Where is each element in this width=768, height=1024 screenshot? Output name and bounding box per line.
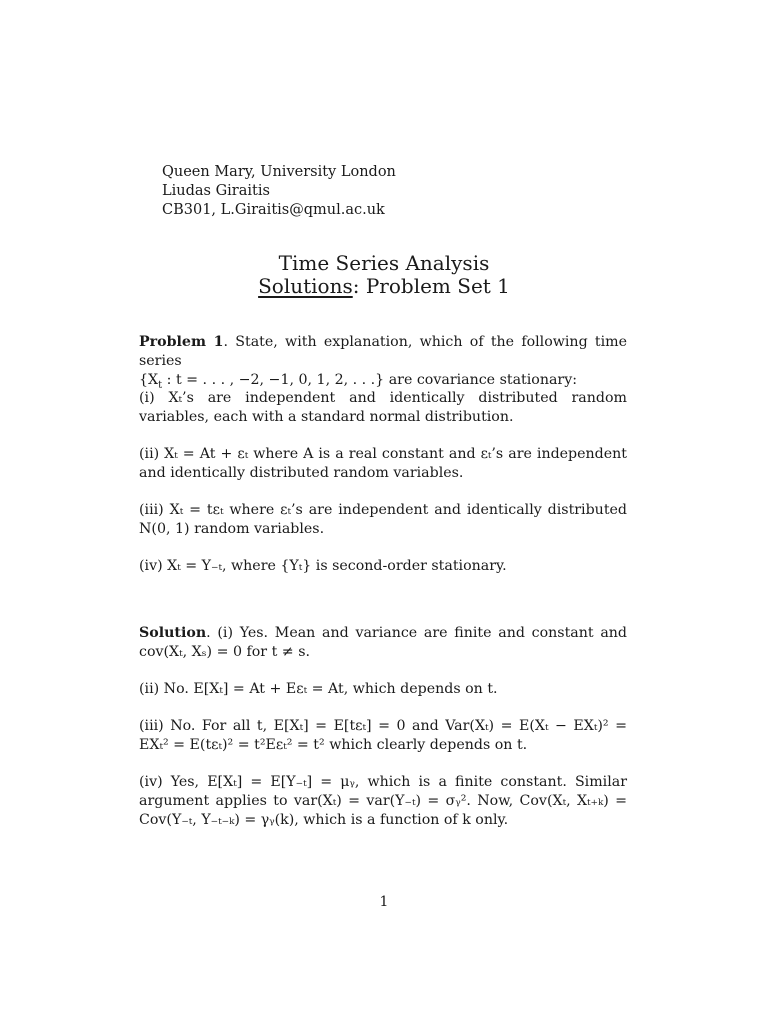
solution-part-i — [139, 624, 627, 662]
problem-set-open: {X — [139, 372, 159, 388]
problem-label: Problem 1 — [139, 334, 224, 350]
problem-part-iv: (iv) Xₜ = Y₋ₜ, where {Yₜ} is second-order stationary. — [139, 558, 507, 574]
problem-part-iii: (iii) Xₜ = tεₜ where εₜ’s are independent and identically distributed N(0, 1) random variables. — [139, 502, 627, 537]
title-line-2 — [0, 275, 768, 298]
problem-intro: Problem 1. State, with explanation, which of the following time series {$X_t$ : t = . . . , −2, −1, 0, 1, 2, . . .} are covariance stationary: — [139, 334, 628, 391]
institution-line: Queen Mary, University London — [162, 164, 396, 180]
document-title — [0, 252, 768, 298]
page-number: 1 — [379, 894, 389, 910]
contact-line: CB301, L.Giraitis@qmul.ac.uk — [162, 202, 385, 218]
problem-part-i: (i) Xₜ’s are independent and identically distributed random variables, each with a standard normal distribution. — [139, 390, 627, 425]
solution-part-iii: (iii) No. For all t, E[Xₜ] = E[tεₜ] = 0 and Var(Xₜ) = E(Xₜ − EXₜ)² = EXₜ² = E(tεₜ)² = t²Eεₜ² = t² which clearly depends on t. — [139, 718, 627, 753]
title-line-1: Time Series Analysis — [278, 251, 490, 275]
problem-part-ii: (ii) Xₜ = At + εₜ where A is a real constant and εₜ’s are independent and identically distributed random variables. — [139, 446, 627, 481]
title-line-2-rest: : Problem Set 1 — [352, 274, 510, 298]
author-header — [162, 163, 396, 220]
solution-label: Solution — [139, 625, 207, 641]
problem-intro-text: . State, with explanation, which of the following time series — [139, 334, 628, 369]
solution-i-text: . (i) Yes. Mean and variance are finite and constant and cov(Xₜ, Xₛ) = 0 for t ≠ s. — [139, 625, 627, 660]
problem-set-rest: : t = . . . , −2, −1, 0, 1, 2, . . .} are covariance stationary: — [162, 372, 577, 388]
solution-part-iv: (iv) Yes, E[Xₜ] = E[Y₋ₜ] = μᵧ, which is a finite constant. Similar argument applies to var(Xₜ) = var(Y₋ₜ) = σᵧ². Now, Cov(Xₜ, Xₜ₊ₖ) = Cov(Y₋ₜ, Y₋ₜ₋ₖ) = γᵧ(k), which is a function of k only. — [139, 774, 627, 828]
author-name-line: Liudas Giraitis — [162, 183, 270, 199]
solution-part-ii: (ii) No. E[Xₜ] = At + Eεₜ = At, which depends on t. — [139, 681, 498, 697]
solutions-word: Solutions — [258, 274, 353, 298]
